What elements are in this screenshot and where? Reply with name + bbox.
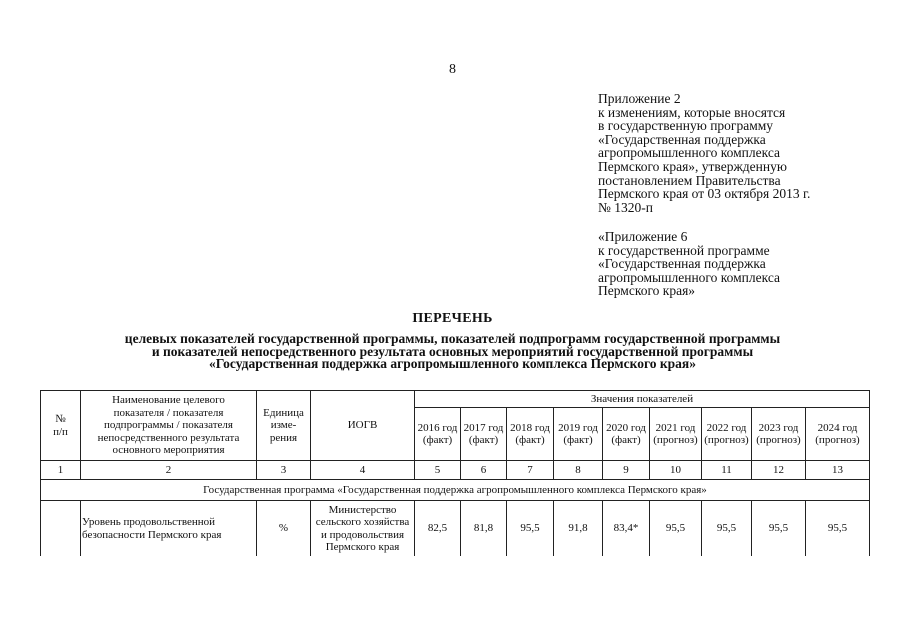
table-row	[41, 501, 870, 557]
column-number: 10	[650, 461, 702, 480]
appendix-line: № 1320-п	[598, 199, 653, 215]
row-value: 95,5	[650, 501, 702, 557]
appendix-line: агропромышленного комплекса	[598, 269, 780, 285]
column-number: 13	[806, 461, 870, 480]
column-number: 5	[415, 461, 461, 480]
subtitle-line: целевых показателей государственной программы, показателей подпрограмм государственной программы	[124, 331, 781, 346]
appendix-2-note	[598, 92, 848, 214]
column-number: 3	[257, 461, 311, 480]
header-unit: Единица изме- рения	[257, 391, 311, 461]
header-year: 2018 год (факт)	[507, 408, 554, 461]
row-num	[41, 501, 81, 557]
appendix-line: Приложение 2	[598, 91, 681, 106]
column-number: 9	[603, 461, 650, 480]
appendix-line: «Государственная поддержка	[598, 131, 766, 147]
header-year: 2019 год (факт)	[554, 408, 603, 461]
appendix-line: Пермского края от 03 октября 2013 г.	[598, 186, 811, 202]
column-number: 2	[81, 461, 257, 480]
row-iogv: Министерство сельского хозяйства и продовольствия Пермского края	[311, 501, 415, 557]
header-values-group: Значения показателей	[415, 391, 870, 408]
header-year: 2023 год (прогноз)	[752, 408, 806, 461]
column-number: 12	[752, 461, 806, 480]
row-value: 81,8	[461, 501, 507, 557]
appendix-6-note	[598, 230, 848, 298]
appendix-line: к государственной программе	[598, 242, 770, 258]
column-number: 11	[702, 461, 752, 480]
row-value: 82,5	[415, 501, 461, 557]
appendix-line: постановлением Правительства	[598, 172, 781, 188]
page-number: 8	[449, 62, 456, 77]
header-year: 2016 год (факт)	[415, 408, 461, 461]
row-value: 95,5	[507, 501, 554, 557]
appendix-line: Пермского края»	[598, 283, 696, 299]
appendix-line: в государственную программу	[598, 118, 774, 134]
appendix-line: «Приложение 6	[598, 229, 688, 244]
header-year: 2024 год (прогноз)	[806, 408, 870, 461]
column-number: 1	[41, 461, 81, 480]
appendix-line: «Государственная поддержка	[598, 256, 766, 272]
header-num: № п/п	[41, 391, 81, 461]
row-value: 95,5	[752, 501, 806, 557]
header-year: 2021 год (прогноз)	[650, 408, 702, 461]
row-value: 95,5	[702, 501, 752, 557]
column-number: 7	[507, 461, 554, 480]
header-year: 2022 год (прогноз)	[702, 408, 752, 461]
header-year: 2020 год (факт)	[603, 408, 650, 461]
appendix-line: агропромышленного комплекса	[598, 145, 780, 161]
program-row: Государственная программа «Государственная поддержка агропромышленного комплекса Пермского края»	[41, 480, 870, 501]
row-value: 83,4*	[603, 501, 650, 557]
subtitle-line: и показателей непосредственного результата основных мероприятий государственной программы	[151, 343, 754, 359]
row-value: 95,5	[806, 501, 870, 557]
appendix-line: Пермского края», утвержденную	[598, 158, 787, 174]
header-year: 2017 год (факт)	[461, 408, 507, 461]
indicators-table	[40, 390, 870, 556]
document-subtitle	[0, 333, 905, 371]
row-unit: %	[257, 501, 311, 557]
row-value: 91,8	[554, 501, 603, 557]
column-number: 6	[461, 461, 507, 480]
subtitle-line: «Государственная поддержка агропромышленного комплекса Пермского края»	[209, 356, 696, 372]
appendix-line: к изменениям, которые вносятся	[598, 104, 786, 120]
row-indicator-name: Уровень продовольственной безопасности Пермского края	[81, 501, 257, 557]
column-number: 8	[554, 461, 603, 480]
header-iogv: ИОГВ	[311, 391, 415, 461]
column-number: 4	[311, 461, 415, 480]
header-name: Наименование целевого показателя / показателя подпрограммы / показателя непосредственного результата основного мероприятия	[81, 391, 257, 461]
document-title: ПЕРЕЧЕНЬ	[412, 311, 493, 326]
